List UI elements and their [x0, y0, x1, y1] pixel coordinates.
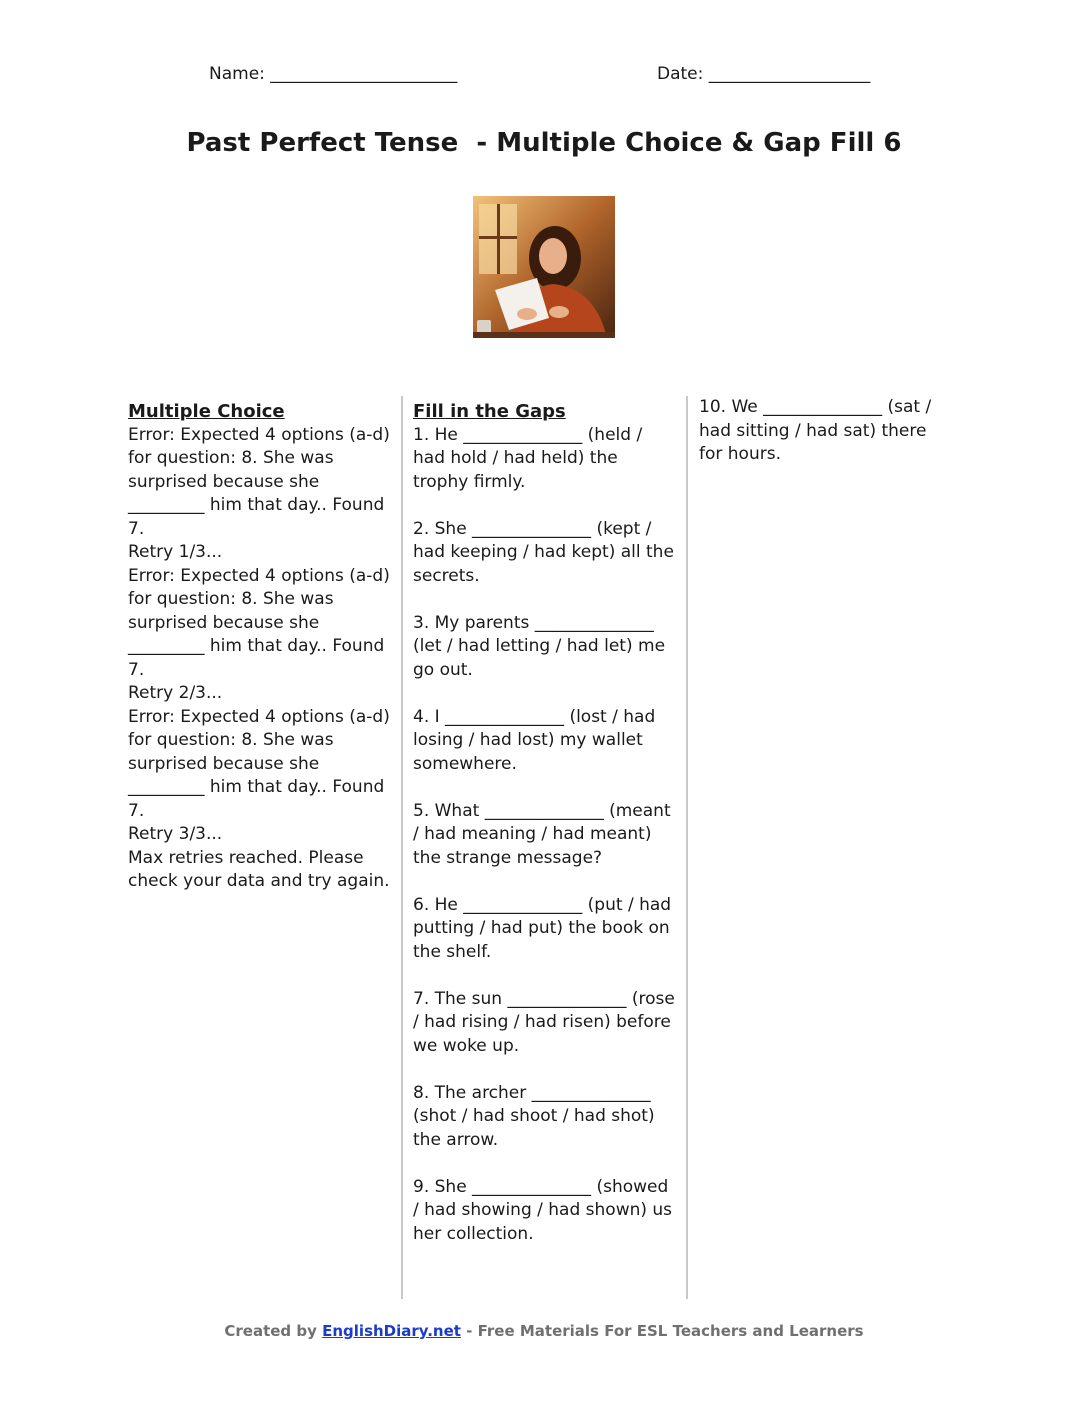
mc-line: Retry 3/3... — [128, 824, 223, 844]
woman-reading-photo — [473, 196, 615, 338]
mc-line: Error: Expected 4 options (a-d) for question: 8. She was surprised because she _________ him that day.. Found 7. — [128, 565, 390, 680]
gap-question-5: 5. What ______________ (meant / had meaning / had meant) the strange message? — [413, 800, 671, 868]
gap-question-6: 6. He ______________ (put / had putting / had put) the book on the shelf. — [413, 894, 672, 962]
page-title: Past Perfect Tense - Multiple Choice & Gap Fill 6 — [186, 128, 902, 158]
footer — [0, 1322, 1088, 1340]
date-field: Date: ___________________ — [657, 64, 871, 84]
multiple-choice-heading: Multiple Choice — [128, 401, 285, 422]
gap-fill-column-continued — [699, 396, 949, 490]
name-field: Name: ______________________ — [209, 64, 458, 84]
gap-question-8: 8. The archer ______________ (shot / had shoot / had shot) the arrow. — [413, 1082, 655, 1150]
mc-line: Error: Expected 4 options (a-d) for question: 8. She was surprised because she _________ him that day.. Found 7. — [128, 706, 390, 821]
englishdiary-link[interactable]: EnglishDiary.net — [322, 1322, 461, 1340]
mc-line: Retry 2/3... — [128, 683, 223, 703]
gap-fill-heading: Fill in the Gaps — [413, 401, 566, 422]
gap-fill-column — [413, 396, 677, 1270]
footer-suffix: - Free Materials For ESL Teachers and Learners — [460, 1322, 864, 1340]
gap-question-2: 2. She ______________ (kept / had keeping / had kept) all the secrets. — [413, 518, 674, 586]
gap-question-3: 3. My parents ______________ (let / had letting / had let) me go out. — [413, 612, 666, 680]
gap-question-1: 1. He ______________ (held / had hold / had held) the trophy firmly. — [413, 424, 643, 492]
gap-question-4: 4. I ______________ (lost / had losing / had lost) my wallet somewhere. — [413, 706, 656, 774]
gap-question-7: 7. The sun ______________ (rose / had rising / had risen) before we woke up. — [413, 988, 675, 1056]
multiple-choice-column — [128, 396, 390, 894]
mc-line: Retry 1/3... — [128, 542, 223, 562]
footer-prefix: Created by — [224, 1322, 323, 1340]
gap-question-9: 9. She ______________ (showed / had showing / had shown) us her collection. — [413, 1176, 673, 1244]
column-divider-2 — [686, 396, 688, 1299]
column-divider-1 — [401, 396, 403, 1299]
mc-line: Error: Expected 4 options (a-d) for question: 8. She was surprised because she _________ him that day.. Found 7. — [128, 424, 390, 539]
mc-line: Max retries reached. Please check your data and try again. — [128, 847, 390, 891]
gap-question-10: 10. We ______________ (sat / had sitting / had sat) there for hours. — [699, 397, 932, 464]
